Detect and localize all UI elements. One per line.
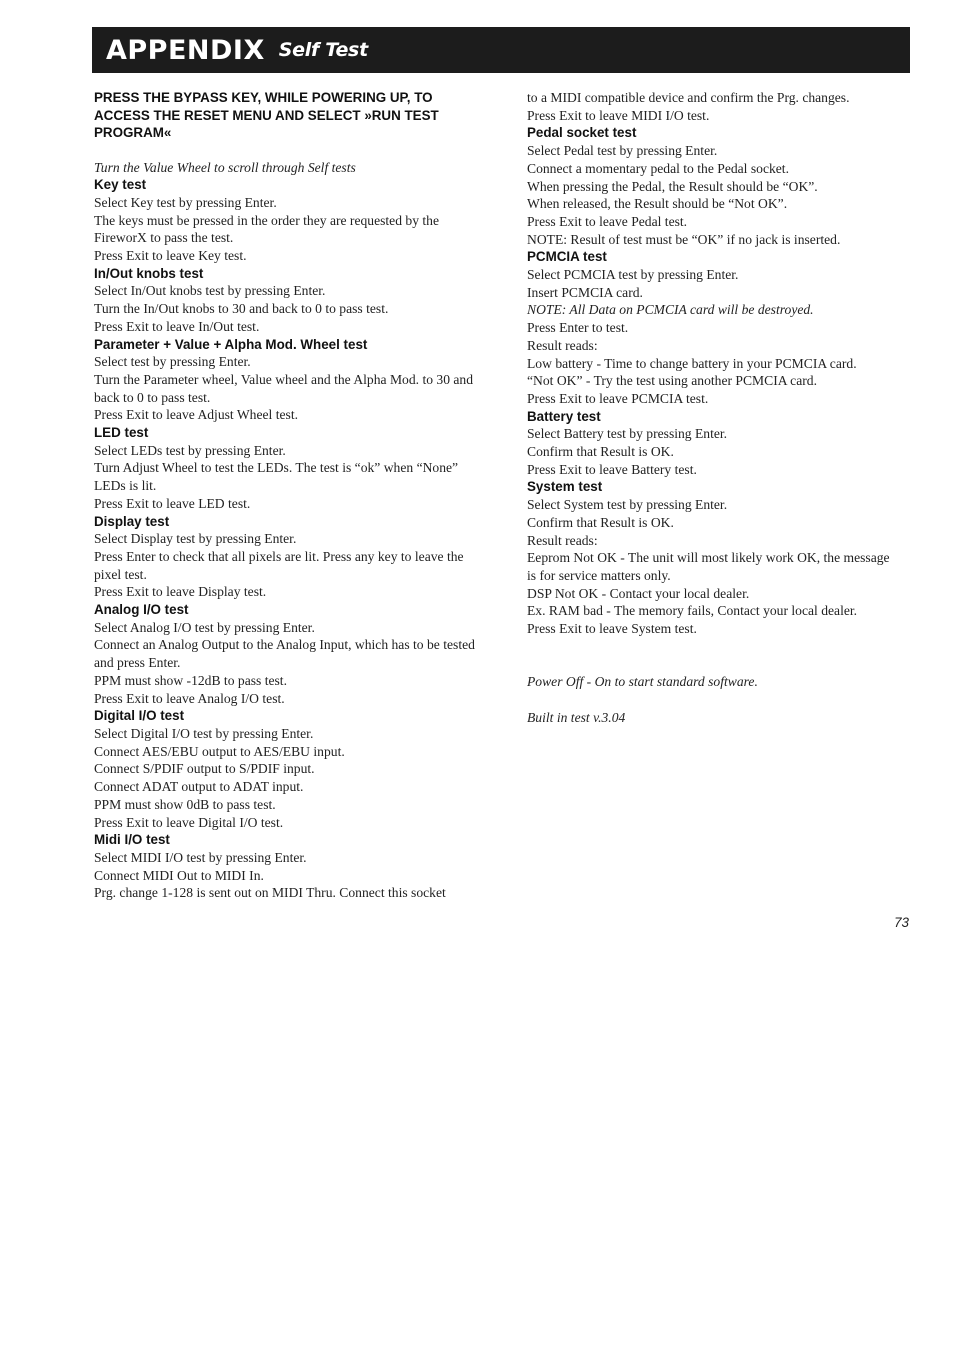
paragraph: Press Exit to leave In/Out test. (94, 318, 260, 334)
midi-test-section (94, 831, 484, 902)
section-heading: Key test (94, 177, 147, 193)
paragraph: Select In/Out knobs test by pressing Enter. (94, 283, 326, 299)
paragraph: Connect S/PDIF output to S/PDIF input. (94, 761, 315, 777)
section-heading: Midi I/O test (94, 832, 170, 848)
paragraph: Connect an Analog Output to the Analog Input, which has to be tested and press Enter. (94, 637, 475, 671)
midi-test-continued (527, 89, 902, 124)
paragraph: PPM must show 0dB to pass test. (94, 796, 276, 812)
paragraph: Press Exit to leave Digital I/O test. (94, 814, 284, 830)
paragraph: Select Pedal test by pressing Enter. (527, 143, 718, 159)
paragraph: Confirm that Result is OK. (527, 514, 674, 530)
paragraph: Result reads: (527, 532, 598, 548)
paragraph: Insert PCMCIA card. (527, 284, 643, 300)
spacer (527, 638, 902, 656)
paragraph: Prg. change 1-128 is sent out on MIDI Thru. Connect this socket (94, 885, 446, 901)
paragraph: Press Exit to leave LED test. (94, 495, 251, 511)
paragraph: Press Exit to leave Display test. (94, 584, 267, 600)
paragraph: Turn the In/Out knobs to 30 and back to 0 to pass test. (94, 301, 389, 317)
page-header (92, 27, 910, 73)
paragraph: Press Exit to leave Battery test. (527, 461, 697, 477)
paragraph: Connect AES/EBU output to AES/EBU input. (94, 743, 345, 759)
paragraph: Connect MIDI Out to MIDI In. (94, 867, 264, 883)
paragraph: Turn the Parameter wheel, Value wheel and the Alpha Mod. to 30 and back to 0 to pass test. (94, 371, 474, 405)
pcmcia-test-section (527, 248, 902, 407)
led-test-section (94, 424, 484, 513)
paragraph: Press Exit to leave Pedal test. (527, 213, 688, 229)
paragraph: When released, the Result should be “Not OK”. (527, 196, 788, 212)
paragraph: Press Exit to leave MIDI I/O test. (527, 107, 710, 123)
paragraph: Select Display test by pressing Enter. (94, 531, 297, 547)
paragraph: Result reads: (527, 337, 598, 353)
analog-test-section (94, 601, 484, 707)
section-heading: Parameter + Value + Alpha Mod. Wheel test (94, 336, 368, 352)
paragraph: Turn Adjust Wheel to test the LEDs. The test is “ok” when “None” LEDs is lit. (94, 460, 459, 494)
paragraph: DSP Not OK - Contact your local dealer. (527, 585, 750, 601)
paragraph: Press Exit to leave System test. (527, 621, 697, 637)
right-column (527, 89, 902, 726)
key-test-section (94, 176, 484, 265)
paragraph: The keys must be pressed in the order they are requested by the FireworX to pass the test. (94, 212, 440, 246)
version-note: Built in test v.3.04 (527, 709, 626, 725)
paragraph: Connect ADAT output to ADAT input. (94, 779, 304, 795)
paragraph: “Not OK” - Try the test using another PCMCIA card. (527, 373, 817, 389)
paragraph: Press Exit to leave Analog I/O test. (94, 690, 285, 706)
pcmcia-warning-note: NOTE: All Data on PCMCIA card will be destroyed. (527, 302, 814, 318)
paragraph: NOTE: Result of test must be “OK” if no jack is inserted. (527, 231, 841, 247)
paragraph: Select LEDs test by pressing Enter. (94, 442, 286, 458)
paragraph: Press Exit to leave Adjust Wheel test. (94, 407, 298, 423)
paragraph: Select test by pressing Enter. (94, 354, 251, 370)
parameter-test-section (94, 336, 484, 425)
section-heading: System test (527, 479, 603, 495)
digital-test-section (94, 707, 484, 831)
paragraph: Connect a momentary pedal to the Pedal socket. (527, 160, 789, 176)
paragraph: Ex. RAM bad - The memory fails, Contact your local dealer. (527, 603, 858, 619)
pedal-test-section (527, 124, 902, 248)
power-cycle-note: Power Off - On to start standard software. (527, 674, 758, 690)
spacer (527, 691, 902, 709)
intro-instruction: PRESS THE BYPASS KEY, WHILE POWERING UP, TO ACCESS THE RESET MENU AND SELECT »RUN TEST PROGRAM« (94, 90, 439, 140)
section-heading: Battery test (527, 408, 601, 424)
paragraph: Eeprom Not OK - The unit will most likely work OK, the message is for service matters only. (527, 550, 890, 583)
paragraph: Select Key test by pressing Enter. (94, 194, 277, 210)
paragraph: Select System test by pressing Enter. (527, 497, 728, 513)
paragraph: to a MIDI compatible device and confirm the Prg. changes. (527, 90, 850, 105)
header-subtitle: Self Test (278, 39, 368, 61)
section-heading: Pedal socket test (527, 125, 637, 141)
paragraph: Press Enter to test. (527, 320, 629, 336)
inout-test-section (94, 265, 484, 336)
paragraph: Select Digital I/O test by pressing Enter. (94, 726, 314, 741)
scroll-note: Turn the Value Wheel to scroll through Self tests (94, 159, 356, 175)
paragraph: PPM must show -12dB to pass test. (94, 672, 287, 688)
header-title: APPENDIX (106, 34, 265, 66)
paragraph: Press Exit to leave Key test. (94, 248, 247, 264)
section-heading: Analog I/O test (94, 602, 189, 618)
spacer (527, 655, 902, 673)
section-heading: Display test (94, 513, 170, 529)
paragraph: When pressing the Pedal, the Result should be “OK”. (527, 178, 818, 194)
paragraph: Confirm that Result is OK. (527, 444, 674, 460)
display-test-section (94, 513, 484, 602)
section-heading: In/Out knobs test (94, 265, 204, 281)
section-heading: LED test (94, 425, 149, 441)
section-heading: Digital I/O test (94, 708, 185, 724)
battery-test-section (527, 408, 902, 479)
paragraph: Select PCMCIA test by pressing Enter. (527, 267, 739, 283)
section-heading: PCMCIA test (527, 249, 607, 265)
paragraph: Press Enter to check that all pixels are lit. Press any key to leave the pixel test. (94, 548, 464, 582)
paragraph: Select Battery test by pressing Enter. (527, 426, 728, 442)
paragraph: Press Exit to leave PCMCIA test. (527, 390, 709, 406)
paragraph: Low battery - Time to change battery in your PCMCIA card. (527, 355, 857, 371)
paragraph: Select Analog I/O test by pressing Enter. (94, 619, 315, 635)
left-column (94, 89, 484, 902)
system-test-section (527, 478, 902, 637)
paragraph: Select MIDI I/O test by pressing Enter. (94, 849, 307, 865)
page-number: 73 (894, 915, 909, 930)
